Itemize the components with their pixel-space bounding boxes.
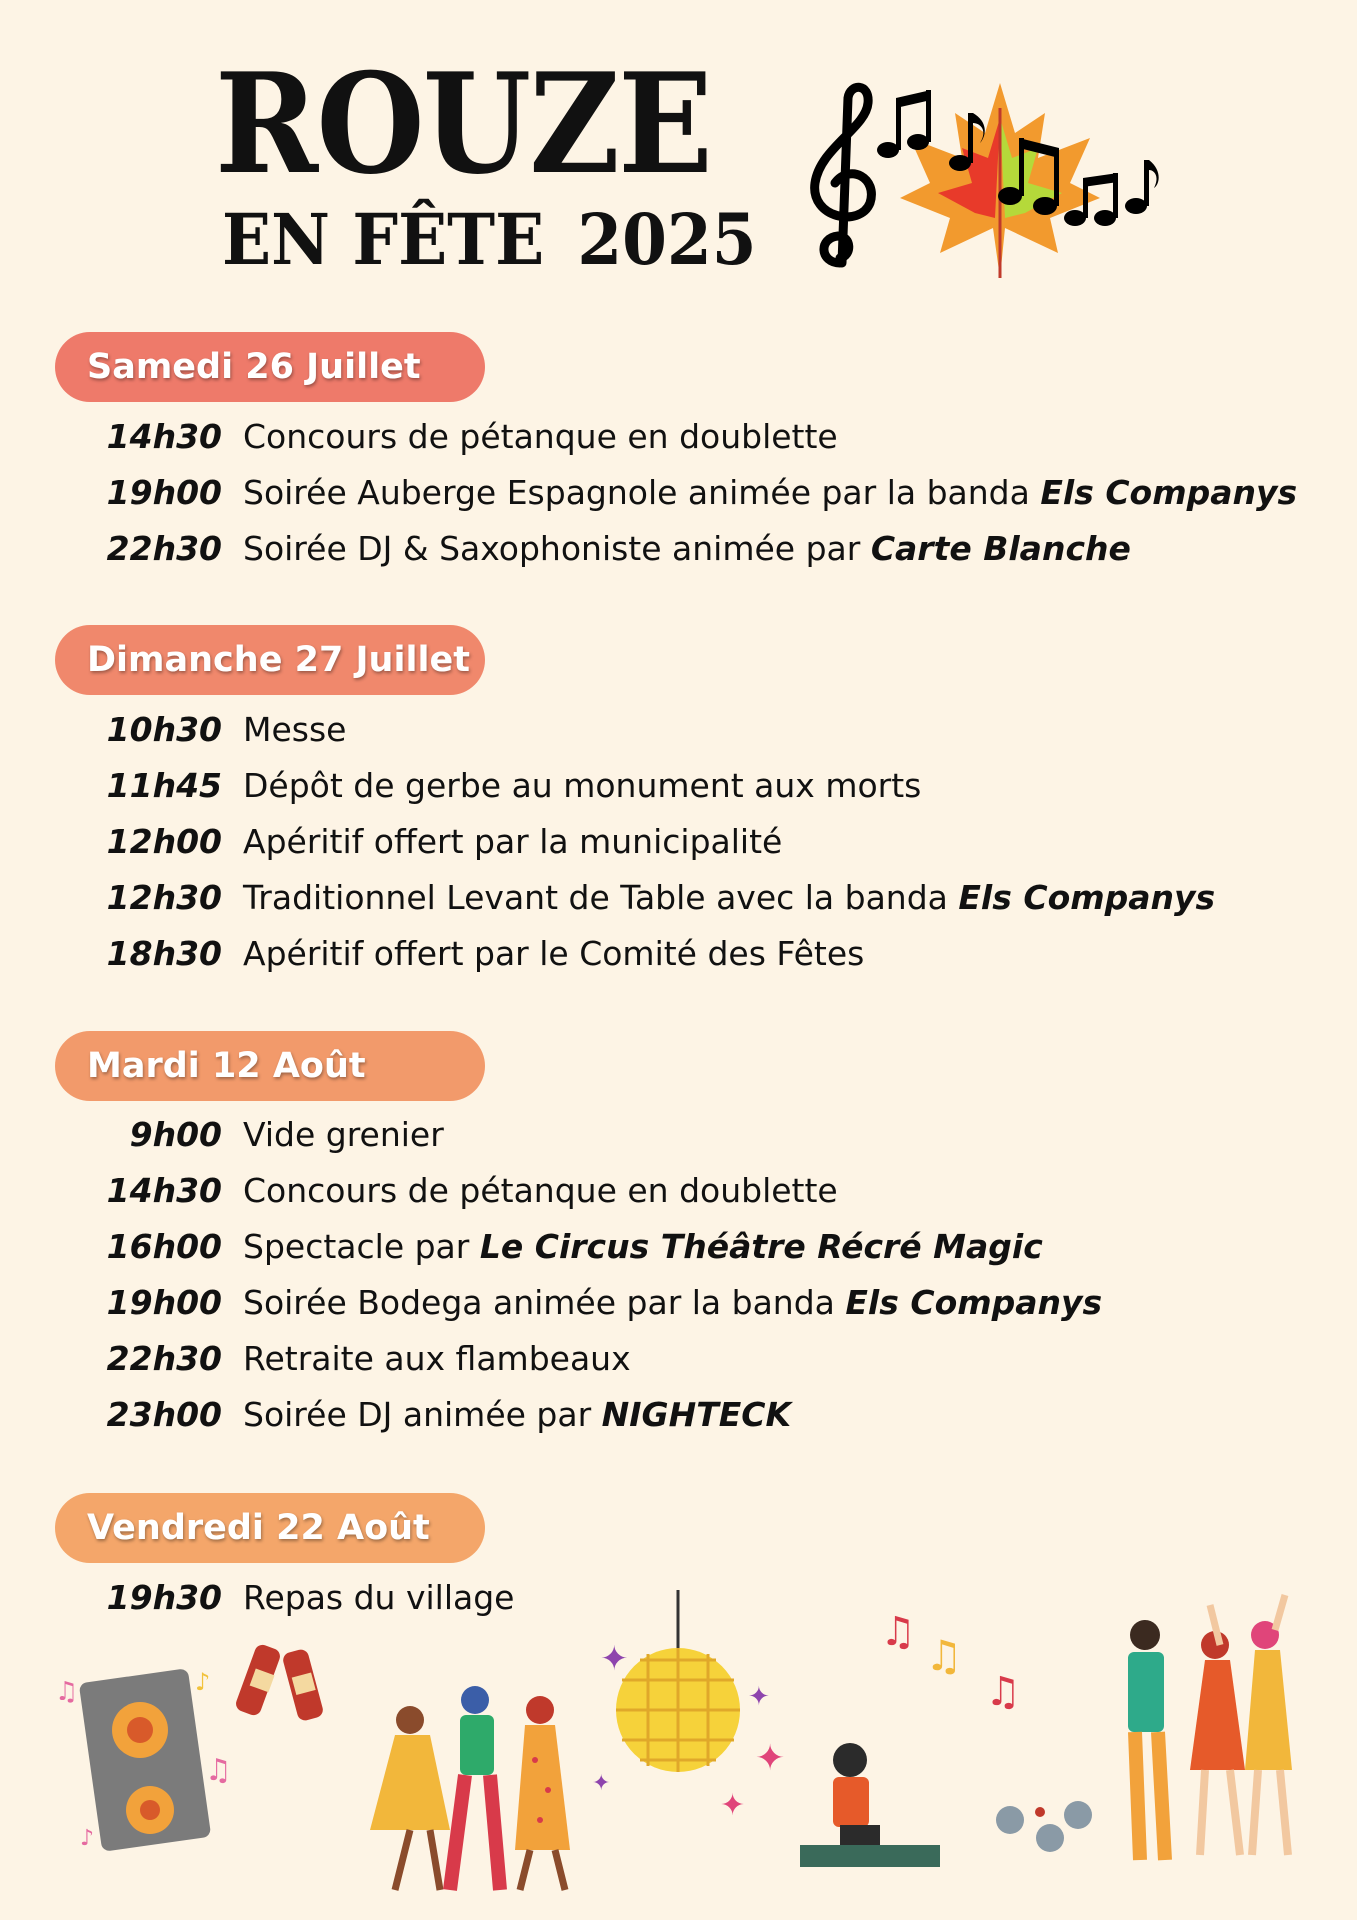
event-text: Apéritif offert par le Comité des Fêtes [243, 934, 865, 973]
event-time: 16h00 [106, 1227, 222, 1266]
festival-illustrations [0, 1590, 1357, 1920]
party-people-icon [1128, 1595, 1292, 1860]
svg-text:✦: ✦ [720, 1788, 746, 1823]
event-time: 12h30 [106, 878, 222, 917]
event-time: 19h00 [106, 473, 222, 512]
event-time: 22h30 [106, 529, 222, 568]
event-description [243, 870, 1215, 926]
event-text: Apéritif offert par la municipalité [243, 822, 783, 861]
day-heading-samedi: Samedi 26 Juillet [55, 332, 485, 402]
disco-ball-icon [592, 1590, 785, 1823]
event-description [243, 758, 921, 814]
event-time: 10h30 [106, 710, 222, 749]
event-text: Vide grenier [243, 1115, 444, 1154]
event-row [0, 814, 1357, 870]
event-time: 14h30 [106, 1171, 222, 1210]
event-performer: Els Companys [958, 878, 1216, 917]
treble-clef-icon [815, 87, 872, 263]
day-heading-vendredi: Vendredi 22 Août [55, 1493, 485, 1563]
event-time: 22h30 [106, 1339, 222, 1378]
day-heading-mardi: Mardi 12 Août [55, 1031, 485, 1101]
day-heading-dimanche: Dimanche 27 Juillet [55, 625, 485, 695]
event-description [243, 1219, 1043, 1275]
event-performer: Els Companys [845, 1283, 1103, 1322]
event-description [243, 521, 1131, 577]
event-time: 11h45 [106, 766, 222, 805]
svg-text:♫: ♫ [880, 1609, 916, 1655]
event-row [0, 758, 1357, 814]
event-text: Dépôt de gerbe au monument aux morts [243, 766, 922, 805]
petanque-balls-icon [996, 1801, 1092, 1852]
event-description [243, 465, 1297, 521]
event-row [0, 1331, 1357, 1387]
event-text: Repas du village [243, 1578, 515, 1617]
event-time: 12h00 [106, 822, 222, 861]
poster-subtitle [222, 200, 757, 280]
event-text: Soirée DJ animée par [243, 1395, 602, 1434]
event-time: 9h00 [129, 1115, 222, 1154]
event-row [0, 926, 1357, 982]
event-performer: Carte Blanche [870, 529, 1131, 568]
svg-text:✦: ✦ [748, 1682, 770, 1712]
event-row [0, 521, 1357, 577]
event-description [243, 702, 346, 758]
event-description [243, 1107, 444, 1163]
speaker-icon [55, 1668, 232, 1852]
event-time: 18h30 [106, 934, 222, 973]
event-description [243, 1387, 791, 1443]
day-3-events [0, 1107, 1357, 1443]
event-description [243, 926, 864, 982]
event-row [0, 465, 1357, 521]
svg-text:✦: ✦ [600, 1639, 629, 1679]
event-text: Concours de pétanque en doublette [243, 1171, 838, 1210]
event-text: Concours de pétanque en doublette [243, 417, 838, 456]
event-text: Spectacle par [243, 1227, 480, 1266]
event-text: Soirée Bodega animée par la banda [243, 1283, 846, 1322]
svg-text:♪: ♪ [80, 1826, 95, 1851]
event-row [0, 1219, 1357, 1275]
music-leaf-art [800, 78, 1160, 278]
poster-title: ROUZE [215, 42, 712, 205]
event-text: Traditionnel Levant de Table avec la banda [243, 878, 959, 917]
event-time: 19h30 [106, 1578, 222, 1617]
svg-text:♫: ♫ [985, 1669, 1021, 1715]
svg-text:♪: ♪ [195, 1668, 211, 1696]
event-performer: NIGHTECK [601, 1395, 792, 1434]
event-row [0, 1107, 1357, 1163]
dj-icon [800, 1609, 1021, 1867]
svg-text:♫: ♫ [205, 1753, 232, 1788]
event-time: 14h30 [106, 417, 222, 456]
day-1-events [0, 409, 1357, 577]
event-description [243, 1163, 838, 1219]
event-performer: Le Circus Théâtre Récré Magic [479, 1227, 1043, 1266]
subtitle-text: EN FÊTE [222, 198, 545, 281]
event-text: Messe [243, 710, 347, 749]
day-2-events [0, 702, 1357, 982]
event-row [0, 409, 1357, 465]
event-time: 23h00 [106, 1395, 222, 1434]
svg-text:✦: ✦ [592, 1771, 611, 1796]
event-row [0, 1387, 1357, 1443]
subtitle-year: 2025 [577, 198, 757, 281]
event-row [0, 1163, 1357, 1219]
event-description [243, 1331, 631, 1387]
event-text: Soirée DJ & Saxophoniste animée par [243, 529, 871, 568]
event-description [243, 814, 782, 870]
dancers-icon [370, 1686, 570, 1890]
svg-text:♫: ♫ [55, 1677, 79, 1707]
event-description [243, 1275, 1102, 1331]
svg-text:♫: ♫ [925, 1631, 963, 1680]
svg-text:✦: ✦ [755, 1738, 786, 1779]
event-description [243, 409, 838, 465]
event-text: Retraite aux flambeaux [243, 1339, 631, 1378]
event-row [0, 870, 1357, 926]
beer-bottles-icon [234, 1643, 325, 1723]
event-text: Soirée Auberge Espagnole animée par la banda [243, 473, 1041, 512]
event-time: 19h00 [106, 1283, 222, 1322]
event-row [0, 702, 1357, 758]
event-row [0, 1275, 1357, 1331]
event-performer: Els Companys [1040, 473, 1298, 512]
